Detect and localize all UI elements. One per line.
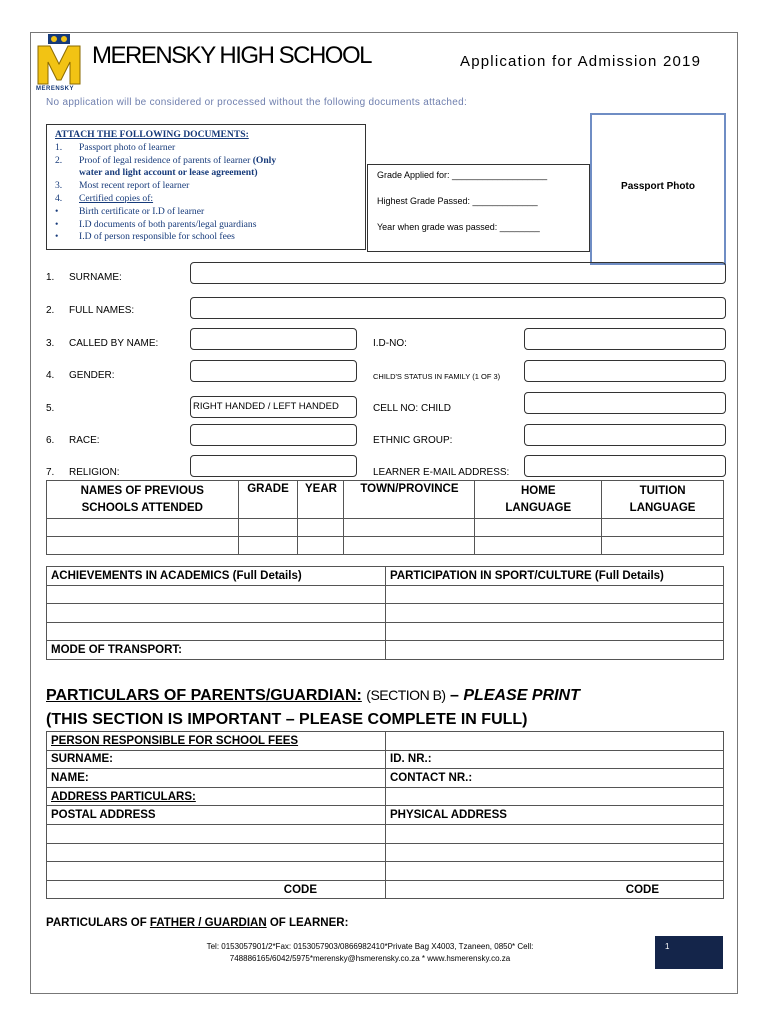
grade-year-field[interactable]: Year when grade was passed: ________ [377, 222, 540, 232]
full-names-label: FULL NAMES: [69, 305, 135, 316]
fees-name-label[interactable]: NAME: [47, 769, 386, 788]
section-b-title: PARTICULARS OF PARENTS/GUARDIAN: (SECTION B) – PLEASE PRINT [46, 687, 580, 704]
row-number: 4. [46, 370, 55, 381]
section-b-label: (SECTION B) [366, 687, 446, 703]
row-number: 6. [46, 435, 55, 446]
race-input[interactable] [190, 424, 357, 446]
school-fees-table [46, 731, 724, 899]
postal-code-label[interactable]: CODE [47, 880, 386, 899]
fees-contact-label[interactable]: CONTACT NR.: [386, 769, 724, 788]
sport-header: PARTICIPATION IN SPORT/CULTURE (Full Details) [386, 567, 724, 586]
email-label: LEARNER E-MAIL ADDRESS: [373, 467, 510, 478]
form-title: Application for Admission 2019 [460, 53, 702, 70]
table-row[interactable] [47, 622, 724, 641]
table-row[interactable] [47, 843, 724, 862]
logo-wordmark: MERENSKY [36, 86, 75, 92]
surname-input[interactable] [190, 262, 726, 284]
row-number: 5. [46, 403, 55, 414]
previous-schools-table [46, 480, 724, 555]
father-guardian-heading: PARTICULARS OF FATHER / GUARDIAN OF LEARNER: [46, 917, 349, 929]
transport-label: MODE OF TRANSPORT: [47, 641, 386, 660]
grade-info-box [367, 164, 590, 252]
id-no-label: I.D-NO: [373, 338, 407, 349]
table-row[interactable] [47, 585, 724, 604]
table-row[interactable] [47, 862, 724, 881]
cell-label: CELL NO: CHILD [373, 403, 451, 414]
row-number: 3. [46, 338, 55, 349]
attach-heading: ATTACH THE FOLLOWING DOCUMENTS: [55, 129, 249, 140]
row-number: 7. [46, 467, 55, 478]
email-input[interactable] [524, 455, 726, 477]
physical-address-label: PHYSICAL ADDRESS [386, 806, 724, 825]
footer-contact [150, 941, 590, 965]
col-header: TUITION LANGUAGE [602, 481, 724, 519]
child-status-input[interactable] [524, 360, 726, 382]
col-header: YEAR [298, 481, 344, 519]
school-name: MERENSKY HIGH SCHOOL [92, 42, 371, 69]
table-row[interactable] [47, 519, 724, 537]
doc-bullet: I.D documents of both parents/legal guardians [79, 218, 257, 230]
table-row[interactable] [47, 604, 724, 623]
cell-input[interactable] [524, 392, 726, 414]
doc-item-note: water and light account or lease agreement) [79, 167, 258, 179]
academics-header: ACHIEVEMENTS IN ACADEMICS (Full Details) [47, 567, 386, 586]
ethnic-group-input[interactable] [524, 424, 726, 446]
transport-input[interactable] [386, 641, 724, 660]
col-header: TOWN/PROVINCE [344, 481, 475, 519]
child-status-label: CHILD'S STATUS IN FAMILY (1 OF 3) [373, 372, 501, 381]
full-names-input[interactable] [190, 297, 726, 319]
grade-applied-field[interactable]: Grade Applied for: ___________________ [377, 170, 548, 180]
doc-bullet: Birth certificate or I.D of learner [79, 205, 205, 217]
doc-item: Proof of legal residence of parents of learner [79, 154, 251, 166]
col-header: HOME LANGUAGE [475, 481, 602, 519]
physical-code-label[interactable]: CODE [386, 880, 724, 899]
gender-label: GENDER: [69, 370, 115, 381]
table-row[interactable] [47, 537, 724, 555]
col-header: GRADE [238, 481, 298, 519]
doc-item: Most recent report of learner [79, 180, 190, 192]
id-no-input[interactable] [524, 328, 726, 350]
footer-line: Tel: 0153057901/2*Fax: 0153057903/0866982410*Private Bag X4003, Tzaneen, 0850* Cell: [206, 942, 534, 951]
page-number: 1 [655, 936, 723, 969]
col-header: NAMES OF PREVIOUS SCHOOLS ATTENDED [47, 481, 239, 519]
fees-surname-label[interactable]: SURNAME: [47, 750, 386, 769]
section-b-heading: PARTICULARS OF PARENTS/GUARDIAN: [46, 687, 362, 704]
school-crest-logo [36, 34, 82, 90]
handedness-input[interactable]: RIGHT HANDED / LEFT HANDED [190, 396, 357, 418]
documents-notice: No application will be considered or processed without the following documents attached: [46, 97, 468, 108]
postal-address-label: POSTAL ADDRESS [47, 806, 386, 825]
called-by-label: CALLED BY NAME: [69, 338, 159, 349]
achievements-table [46, 566, 724, 660]
doc-bullet: I.D of person responsible for school fees [79, 231, 235, 243]
ethnic-group-label: ETHNIC GROUP: [373, 435, 453, 446]
row-number: 2. [46, 305, 55, 316]
religion-input[interactable] [190, 455, 357, 477]
surname-label: SURNAME: [69, 272, 122, 283]
race-label: RACE: [69, 435, 100, 446]
fees-responsible-label: PERSON RESPONSIBLE FOR SCHOOL FEES [47, 732, 386, 751]
row-number: 1. [46, 272, 55, 283]
address-particulars-label: ADDRESS PARTICULARS: [47, 787, 386, 806]
called-by-input[interactable] [190, 328, 357, 350]
fees-id-label[interactable]: ID. NR.: [386, 750, 724, 769]
doc-item: Certified copies of: [79, 192, 154, 204]
attach-documents-box: ATTACH THE FOLLOWING DOCUMENTS: 1. Passport photo of learner 2. Proof of legal residence of parents of learner (Only water and light account or lease agreement) 3. Most recent report of learner 4. Certified copies of: • Birth certificate or I.D of learner • I.D documents of both parents/legal guardians • I.D of person responsible for school fees [46, 124, 366, 250]
footer-line: 748886165/6042/5975*merensky@hsmerensky.co.za * www.hsmerensky.co.za [229, 954, 511, 963]
passport-photo-box[interactable]: Passport Photo [590, 113, 726, 265]
gender-input[interactable] [190, 360, 357, 382]
highest-grade-field[interactable]: Highest Grade Passed: _____________ [377, 196, 538, 206]
religion-label: RELIGION: [69, 467, 120, 478]
fees-responsible-input[interactable] [386, 732, 724, 751]
section-b-subtitle: (THIS SECTION IS IMPORTANT – PLEASE COMPLETE IN FULL) [46, 711, 528, 728]
table-row[interactable] [47, 824, 724, 843]
doc-item-note: (Only [252, 154, 277, 166]
doc-item: Passport photo of learner [79, 141, 176, 153]
please-print-note: PLEASE PRINT [463, 687, 580, 704]
